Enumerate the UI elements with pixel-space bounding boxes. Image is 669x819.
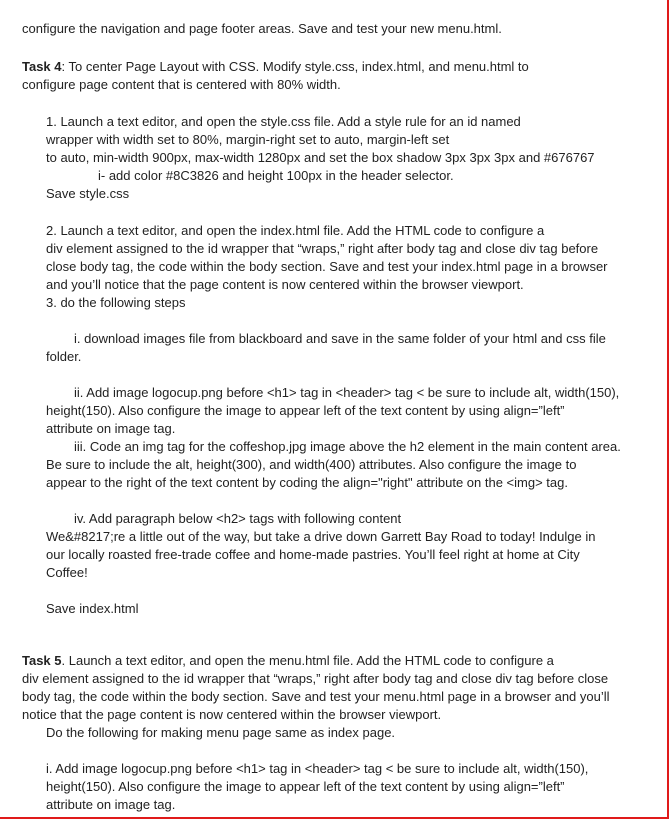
sub-ii-line: height(150). Also configure the image to appear left of the text content by using align=”left” xyxy=(46,403,565,418)
step2-line: 3. do the following steps xyxy=(46,295,186,310)
sub-iv-line: We&#8217;re a little out of the way, but take a drive down Garrett Bay Road to today! Indulge in xyxy=(46,529,596,544)
step2-line: div element assigned to the id wrapper that “wraps,” right after body tag and close div tag before xyxy=(46,241,599,256)
task5-title: . Launch a text editor, and open the menu.html file. Add the HTML code to configure a xyxy=(61,653,554,668)
step2-line: close body tag, the code within the body section. Save and test your index.html page in a browser xyxy=(46,259,608,274)
save-index-line: Save index.html xyxy=(46,601,139,616)
sub-iii-line: iii. Code an img tag for the coffeshop.jpg image above the h2 element in the main content area. xyxy=(74,439,621,454)
sub-i-line: i. download images file from blackboard and save in the same folder of your html and css file xyxy=(74,331,606,346)
task5-heading xyxy=(22,652,554,670)
sub-iv-line: our locally roasted free-trade coffee and home-made pastries. You’ll feel right at home at City xyxy=(46,547,580,562)
task4-heading xyxy=(22,58,529,76)
sub-i-line: folder. xyxy=(46,349,82,364)
task5-label: Task 5 xyxy=(22,653,62,668)
sub-ii-line: attribute on image tag. xyxy=(46,421,176,436)
task5-sub-i-line: attribute on image tag. xyxy=(46,797,176,812)
sub-ii-line: ii. Add image logocup.png before <h1> tag in <header> tag < be sure to include alt, width(150), xyxy=(74,385,620,400)
intro-line: configure the navigation and page footer areas. Save and test your new menu.html. xyxy=(22,21,502,36)
sub-iii-line: Be sure to include the alt, height(300), and width(400) attributes. Also configure the image to xyxy=(46,457,577,472)
step2-line: 2. Launch a text editor, and open the index.html file. Add the HTML code to configure a xyxy=(46,223,545,238)
sub-iv-line: iv. Add paragraph below <h2> tags with following content xyxy=(74,511,402,526)
task5-do-following: Do the following for making menu page same as index page. xyxy=(46,725,396,740)
sub-iv-line: Coffee! xyxy=(46,565,88,580)
task5-sub-i-line: i. Add image logocup.png before <h1> tag in <header> tag < be sure to include alt, width(150), xyxy=(46,761,589,776)
task5-body-line: notice that the page content is now centered within the browser viewport. xyxy=(22,707,442,722)
step2-line: and you’ll notice that the page content is now centered within the browser viewport. xyxy=(46,277,524,292)
sub-iii-line: appear to the right of the text content by coding the align="right" attribute on the <img> tag. xyxy=(46,475,568,490)
step1-line: to auto, min-width 900px, max-width 1280px and set the box shadow 3px 3px 3px and #676767 xyxy=(46,150,595,165)
task5-sub-i-line: height(150). Also configure the image to appear left of the text content by using align=”left” xyxy=(46,779,565,794)
task5-body-line: body tag, the code within the body section. Save and test your menu.html page in a browser and you’ll xyxy=(22,689,610,704)
step1-line: Save style.css xyxy=(46,186,130,201)
task4-title-line2: configure page content that is centered with 80% width. xyxy=(22,77,341,92)
step1-line: wrapper with width set to 80%, margin-right set to auto, margin-left set xyxy=(46,132,450,147)
step1-line: i- add color #8C3826 and height 100px in the header selector. xyxy=(98,168,454,183)
task4-title: : To center Page Layout with CSS. Modify style.css, index.html, and menu.html to xyxy=(61,59,529,74)
step1-line: 1. Launch a text editor, and open the style.css file. Add a style rule for an id named xyxy=(46,114,521,129)
task5-body-line: div element assigned to the id wrapper that “wraps,” right after body tag and close div tag before close xyxy=(22,671,609,686)
task4-label: Task 4 xyxy=(22,59,62,74)
